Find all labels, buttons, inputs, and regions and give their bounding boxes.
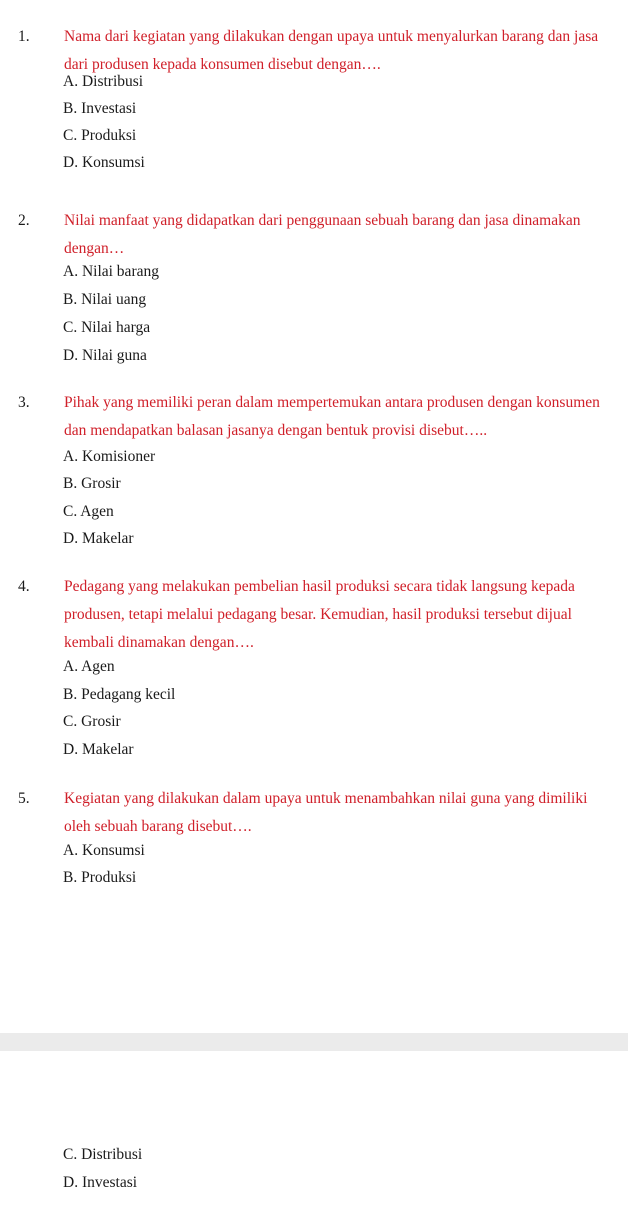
option-a[interactable]: A. Nilai barang [63, 263, 159, 280]
option-a[interactable]: A. Konsumsi [63, 842, 145, 859]
question-number: 4. [18, 578, 30, 595]
question-number: 5. [18, 790, 30, 807]
question-text: Pedagang yang melakukan pembelian hasil produksi secara tidak langsung kepada produsen, tetapi melalui pedagang besar. Kemudian, hasil produksi tersebut dijual kembali dinamakan dengan…. [64, 578, 575, 651]
option-b[interactable]: B. Pedagang kecil [63, 686, 176, 703]
option-c[interactable]: C. Distribusi [63, 1146, 143, 1163]
option-b[interactable]: B. Produksi [63, 869, 137, 886]
option-b[interactable]: B. Nilai uang [63, 291, 147, 308]
option-c[interactable]: C. Nilai harga [63, 319, 151, 336]
option-c[interactable]: C. Grosir [63, 713, 121, 730]
option-d[interactable]: D. Makelar [63, 741, 134, 758]
option-d[interactable]: D. Konsumsi [63, 154, 145, 171]
option-a[interactable]: A. Komisioner [63, 448, 156, 465]
option-a[interactable]: A. Distribusi [63, 73, 144, 90]
question-text: Pihak yang memiliki peran dalam mempertemukan antara produsen dengan konsumen dan mendapatkan balasan jasanya dengan bentuk provisi disebut….. [64, 394, 600, 439]
option-d[interactable]: D. Investasi [63, 1174, 138, 1191]
option-b[interactable]: B. Investasi [63, 100, 137, 117]
question-number: 3. [18, 394, 30, 411]
question-text: Nama dari kegiatan yang dilakukan dengan upaya untuk menyalurkan barang dan jasa dari produsen kepada konsumen disebut dengan…. [64, 28, 599, 73]
option-a[interactable]: A. Agen [63, 658, 115, 675]
question-number: 1. [18, 28, 30, 45]
option-c[interactable]: C. Produksi [63, 127, 137, 144]
page-break-divider [0, 1033, 628, 1051]
option-b[interactable]: B. Grosir [63, 475, 121, 492]
option-d[interactable]: D. Makelar [63, 530, 134, 547]
question-text: Kegiatan yang dilakukan dalam upaya untuk menambahkan nilai guna yang dimiliki oleh sebuah barang disebut…. [64, 790, 588, 835]
question-text: Nilai manfaat yang didapatkan dari penggunaan sebuah barang dan jasa dinamakan dengan… [64, 212, 581, 257]
question-number: 2. [18, 212, 30, 229]
option-c[interactable]: C. Agen [63, 503, 114, 520]
option-d[interactable]: D. Nilai guna [63, 347, 147, 364]
